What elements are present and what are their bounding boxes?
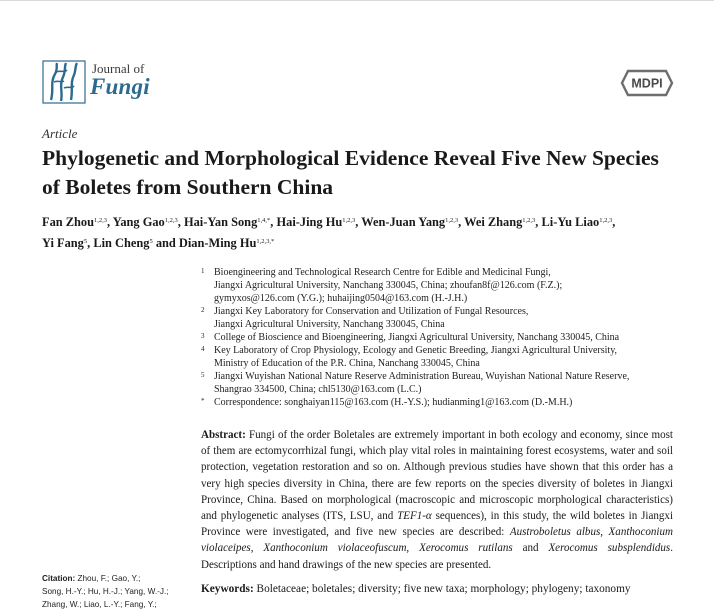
abstract-text-1: Fungi of the order Boletales are extremely important in both ecology and economy, since most of them are ectomycorrhizal fungi, which play vital roles in maintaining forest ecosystems, water and soil protection, vegetation restoration and so on. Although previous studies have shown that this order has a very high species diversity in China, there are few reports on the species diversity of boletes in Jiangxi Province, China. Based on morphological (macroscopic and microscopic morphological characteristics) and phylogenetic analyses (ITS, LSU, and <box>201 429 673 523</box>
author-affiliation-marker: 1,4,* <box>257 217 271 224</box>
affiliation-number: * <box>201 397 205 405</box>
author-name[interactable]: Dian-Ming Hu <box>178 236 257 250</box>
affiliations <box>201 266 671 409</box>
affiliation-item <box>201 331 671 344</box>
author-list <box>42 211 692 253</box>
page-top-rule <box>0 0 714 1</box>
citation-line: Zhang, W.; Liao, L.-Y.; Fang, Y.; <box>42 600 157 609</box>
affiliation-number: 4 <box>201 345 205 353</box>
separator: , <box>600 526 609 539</box>
article-title: Phylogenetic and Morphological Evidence Reveal Five New Species of Boletes from Southern China <box>42 146 659 199</box>
author-name[interactable]: Hai-Jing Hu <box>276 215 343 229</box>
keywords-text: Boletaceae; boletales; diversity; five new taxa; morphology; phylogeny; taxonomy <box>253 583 631 595</box>
affiliation-number: 3 <box>201 332 205 340</box>
affiliation-line: Jiangxi Wuyishan National Nature Reserve Administration Bureau, Wuyishan National Nature Reserve, <box>214 371 630 382</box>
affiliation-line: Bioengineering and Technological Research Centre for Edible and Medicinal Fungi, <box>214 267 551 278</box>
separator: , <box>406 542 420 555</box>
affiliation-line: Jiangxi Agricultural University, Nanchang 330045, China; zhoufan8f@126.com (F.Z.); <box>214 280 563 291</box>
affiliation-line: Shangrao 334500, China; chl5130@163.com (L.C.) <box>214 384 422 395</box>
author-affiliation-marker: 1,2,3 <box>164 217 178 224</box>
article-type: Article <box>42 126 78 141</box>
abstract-label: Abstract: <box>201 429 246 441</box>
keywords-label: Keywords: <box>201 583 254 595</box>
keywords <box>201 581 671 597</box>
mdpi-logo-icon[interactable] <box>618 67 676 99</box>
abstract <box>201 427 673 573</box>
gene-name: TEF1-α <box>397 510 432 523</box>
author-separator: , <box>458 215 465 229</box>
abstract-text-3: . Descriptions and hand drawings of the new species are presented. <box>201 542 673 571</box>
author-affiliation-marker: 1,2,3 <box>445 217 459 224</box>
citation <box>42 572 182 611</box>
author-affiliation-marker: 1,2,3,* <box>256 238 275 245</box>
publisher-name: MDPI <box>631 76 663 91</box>
species-name: Xanthoconium violaceofuscum <box>263 542 407 555</box>
affiliation-number: 5 <box>201 371 205 379</box>
fungi-logo-icon <box>42 60 86 104</box>
journal-prefix: Journal of <box>92 61 145 76</box>
affiliation-line: College of Bioscience and Bioengineering, Jiangxi Agricultural University, Nanchang 330045, China <box>214 332 620 343</box>
author-separator: , <box>535 215 542 229</box>
author-affiliation-marker: 1,2,3 <box>94 217 107 224</box>
affiliation-number: 1 <box>201 267 205 275</box>
abstract-text-2: sequences), in this study, the wild boletes in Jiangxi Province were investigated, and five new species are described: <box>201 510 674 539</box>
author-name[interactable]: Yang Gao <box>112 215 165 229</box>
affiliation-item <box>201 305 671 331</box>
author-separator: , <box>107 215 113 229</box>
citation-line: Song, H.-Y.; Hu, H.-J.; Yang, W.-J.; <box>42 587 169 596</box>
author-name[interactable]: Li-Yu Liao <box>541 215 600 229</box>
author-name[interactable]: Wei Zhang <box>464 215 523 229</box>
separator: , <box>250 542 264 555</box>
citation-line: Zhou, F.; Gao, Y.; <box>75 574 141 583</box>
affiliation-line: Key Laboratory of Crop Physiology, Ecology and Genetic Breeding, Jiangxi Agricultural University, <box>214 345 618 356</box>
affiliation-item <box>201 344 671 370</box>
author-affiliation-marker: 5 <box>149 238 153 245</box>
author-separator: , <box>87 236 94 250</box>
affiliation-item <box>201 266 671 305</box>
author-affiliation-marker: 1,2,3 <box>342 217 356 224</box>
species-name: Xerocomus subsplendidus <box>548 542 671 555</box>
journal-logo[interactable] <box>42 60 182 106</box>
author-name[interactable]: Hai-Yan Song <box>183 215 258 229</box>
affiliation-line: Jiangxi Agricultural University, Nanchang 330045, China <box>214 319 445 330</box>
species-name: Xerocomus rutilans <box>419 542 513 555</box>
affiliation-item <box>201 370 671 396</box>
author-affiliation-marker: 5 <box>83 238 88 245</box>
species-name: Austroboletus albus <box>509 526 601 539</box>
author-affiliation-marker: 1,2,3 <box>599 217 613 224</box>
author-separator: , <box>612 215 616 229</box>
separator: and <box>512 542 549 555</box>
affiliation-number: 2 <box>201 306 205 314</box>
author-separator: , <box>177 215 184 229</box>
affiliation-line: Ministry of Education of the P.R. China, Nanchang 330045, China <box>214 358 480 369</box>
affiliation-line: Correspondence: songhaiyan115@163.com (H.-Y.S.); hudianming1@163.com (D.-M.H.) <box>214 397 573 408</box>
species-name: Xanthoconium violaceipes <box>201 526 673 555</box>
author-separator: and <box>152 236 179 250</box>
affiliation-line: Jiangxi Key Laboratory for Conservation and Utilization of Fungal Resources, <box>214 306 529 317</box>
author-name[interactable]: Lin Cheng <box>93 236 150 250</box>
affiliation-item <box>201 396 671 409</box>
author-name[interactable]: Yi Fang <box>42 236 84 250</box>
author-affiliation-marker: 1,2,3 <box>522 217 536 224</box>
citation-label: Citation: <box>42 574 76 583</box>
author-name[interactable]: Wen-Juan Yang <box>361 215 446 229</box>
journal-name: Fungi <box>90 74 150 99</box>
author-separator: , <box>355 215 362 229</box>
author-name[interactable]: Fan Zhou <box>42 215 94 229</box>
author-separator: , <box>270 215 277 229</box>
affiliation-line: gymyxos@126.com (Y.G.); huhaijing0504@163.com (H.-J.H.) <box>214 293 468 304</box>
